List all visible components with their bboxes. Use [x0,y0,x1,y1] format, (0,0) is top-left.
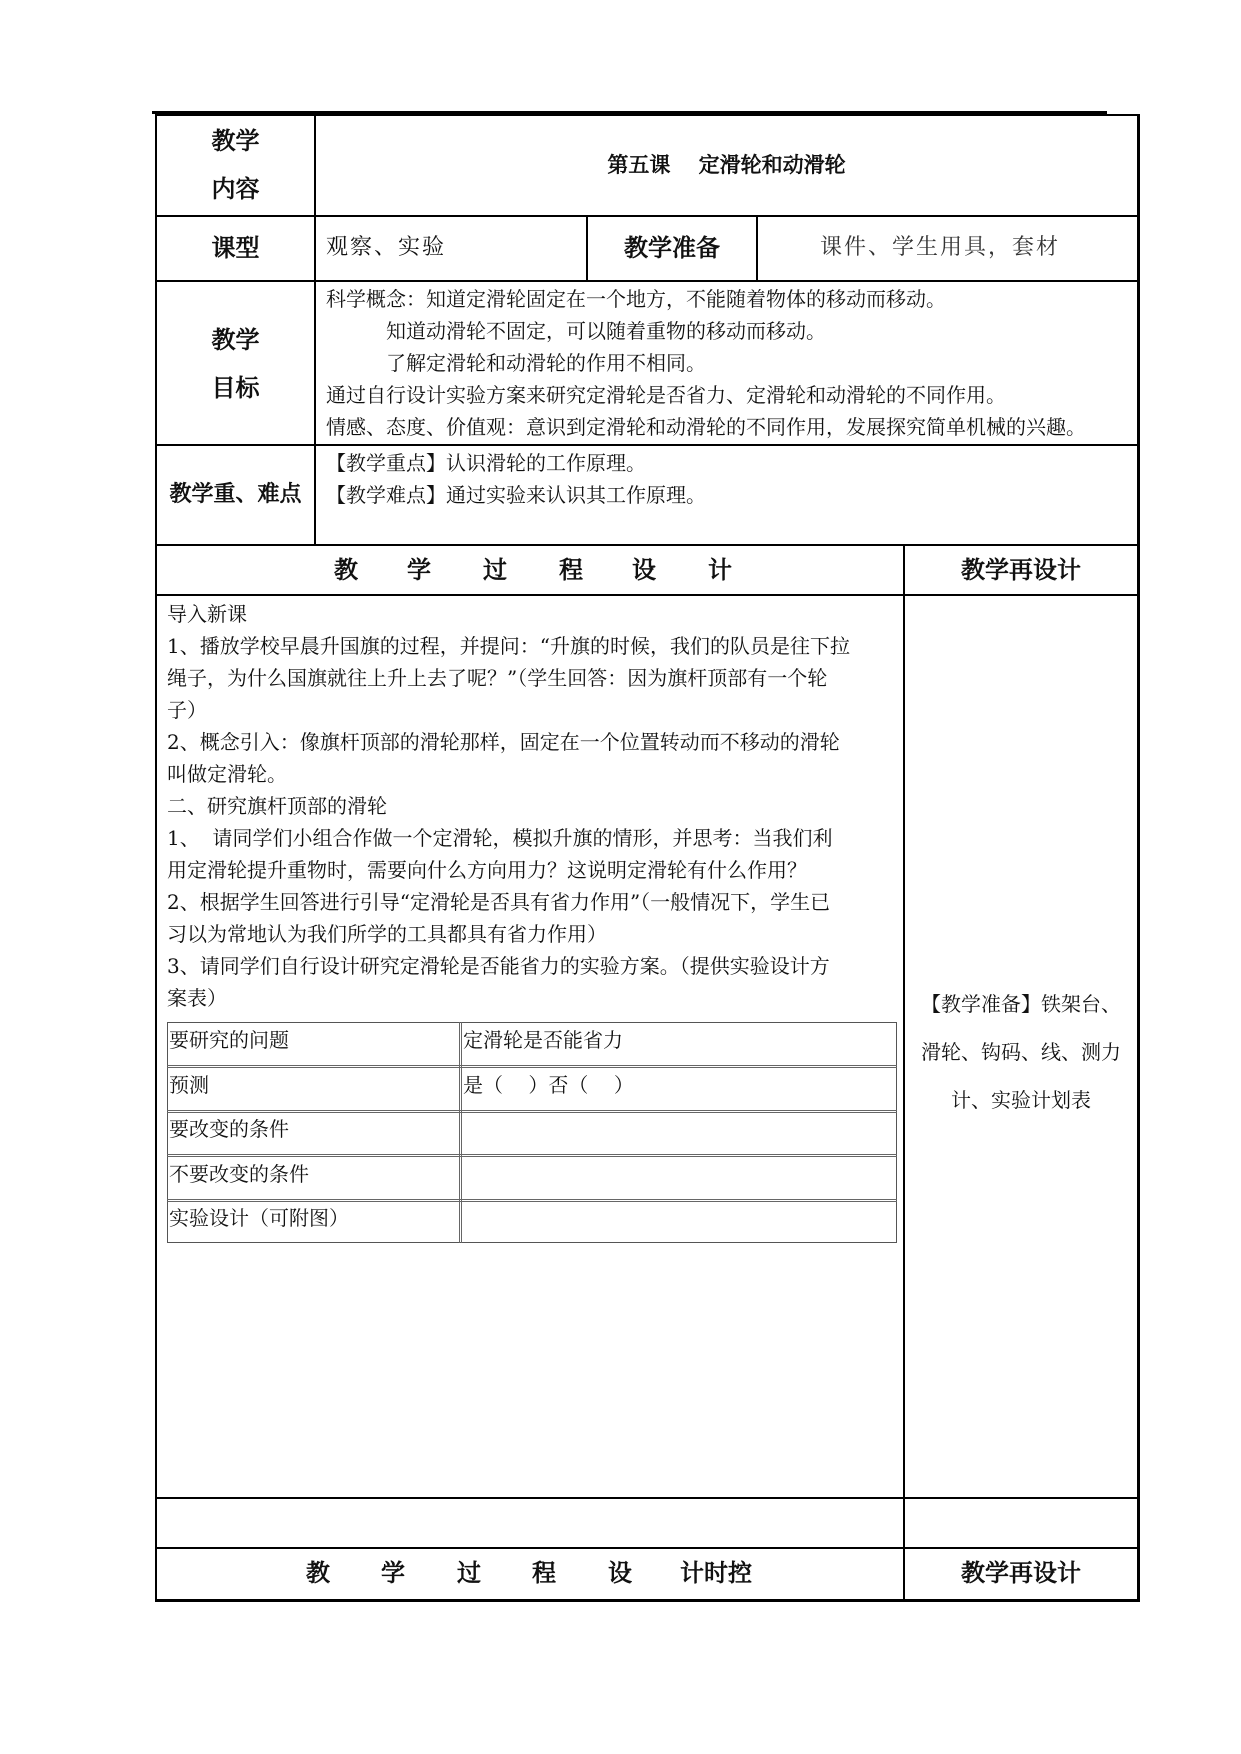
plan-row-sep [167,1067,897,1068]
process-header-char: 设 [632,555,656,584]
plan-value: 定滑轮是否能省力 [463,1028,623,1052]
footer-redesign-header: 教学再设计 [961,1558,1081,1587]
process-line: 1、 请同学们小组合作做一个定滑轮，模拟升旗的情形，并思考：当我们利 [167,826,833,850]
type-label: 课型 [211,233,260,262]
process-line: 案表） [167,986,227,1010]
frame-right [1137,114,1140,1602]
process-line: 3、请同学们自行设计研究定滑轮是否能省力的实验方案。（提供实验设计方 [167,954,830,978]
row-sep-2 [155,280,1140,282]
footer-header-char: 设 [608,1558,632,1587]
plan-row-sep [167,1199,897,1200]
process-header-char: 过 [483,555,507,584]
key-point-line: 【教学重点】认识滑轮的工作原理。 [326,451,646,475]
row-sep-6 [155,1497,1140,1499]
row-sep-5 [155,594,1140,596]
frame-top [155,114,1140,116]
row-sep-3 [155,444,1140,446]
plan-col-sep [461,1022,462,1243]
process-line: 绳子，为什么国旗就往上升上去了呢？”（学生回答：因为旗杆顶部有一个轮 [167,666,828,690]
process-line: 叫做定滑轮。 [167,762,287,786]
goal-line: 知道动滑轮不固定，可以随着重物的移动而移动。 [386,319,826,343]
process-header-char: 计 [708,555,732,584]
prep-label: 教学准备 [624,233,720,262]
type-value: 观察、实验 [326,235,447,260]
process-line: 子） [167,698,207,722]
key-point-line: 【教学难点】通过实验来认识其工作原理。 [326,483,706,507]
process-line: 二、研究旗杆顶部的滑轮 [167,794,387,818]
plan-label: 实验设计（可附图） [169,1206,349,1230]
plan-value: 是（ ）否（ ） [463,1073,634,1097]
footer-header-char: 计时控 [680,1558,752,1587]
footer-header-char: 过 [457,1558,481,1587]
col-sep-type-prep [756,215,758,282]
process-header-char: 教 [334,555,358,584]
row-sep-1 [155,215,1140,217]
process-line: 习以为常地认为我们所学的工具都具有省力作用） [167,922,607,946]
side-note-line: 滑轮、钩码、线、测力 [921,1040,1121,1064]
goal-line: 科学概念：知道定滑轮固定在一个地方，不能随着物体的移动而移动。 [326,287,946,311]
plan-row-sep [167,1065,897,1066]
goal-line: 了解定滑轮和动滑轮的作用不相同。 [386,351,706,375]
lesson-title: 第五课 定滑轮和动滑轮 [607,152,846,177]
footer-header-char: 程 [532,1558,556,1587]
plan-row-sep [167,1156,897,1157]
process-header-char: 学 [407,555,431,584]
goals-label-2: 目标 [211,373,260,402]
process-line: 导入新课 [167,602,247,626]
goals-label-1: 教学 [211,325,260,354]
content-label-1: 教学 [211,126,260,155]
plan-label: 要研究的问题 [169,1028,289,1052]
side-note-line: 计、实验计划表 [951,1088,1091,1112]
goal-line: 情感、态度、价值观：意识到定滑轮和动滑轮的不同作用，发展探究简单机械的兴趣。 [326,415,1086,439]
frame-bottom [155,1599,1140,1602]
redesign-header: 教学再设计 [961,555,1081,584]
plan-label: 要改变的条件 [169,1117,289,1141]
plan-label: 预测 [169,1073,209,1097]
footer-header-char: 学 [381,1558,405,1587]
process-line: 用定滑轮提升重物时，需要向什么方向用力？这说明定滑轮有什么作用？ [167,858,807,882]
process-line: 2、根据学生回答进行引导“定滑轮是否具有省力作用”（一般情况下，学生已 [167,890,831,914]
plan-col-sep [459,1022,460,1243]
side-note-line: 【教学准备】铁架台、 [921,992,1121,1016]
goal-line: 通过自行设计实验方案来研究定滑轮是否省力、定滑轮和动滑轮的不同作用。 [326,383,1006,407]
footer-header-char: 教 [306,1558,330,1587]
plan-label: 不要改变的条件 [169,1162,309,1186]
prep-value: 课件、学生用具，套材 [820,235,1061,260]
process-line: 1、播放学校早晨升国旗的过程，并提问：“升旗的时候，我们的队员是往下拉 [167,634,850,658]
plan-row-sep [167,1110,897,1111]
plan-row-sep [167,1154,897,1155]
process-line: 2、概念引入：像旗杆顶部的滑轮那样，固定在一个位置转动而不移动的滑轮 [167,730,840,754]
process-header-char: 程 [559,555,583,584]
key-points-label: 教学重、难点 [169,481,302,507]
content-label-2: 内容 [211,174,260,203]
